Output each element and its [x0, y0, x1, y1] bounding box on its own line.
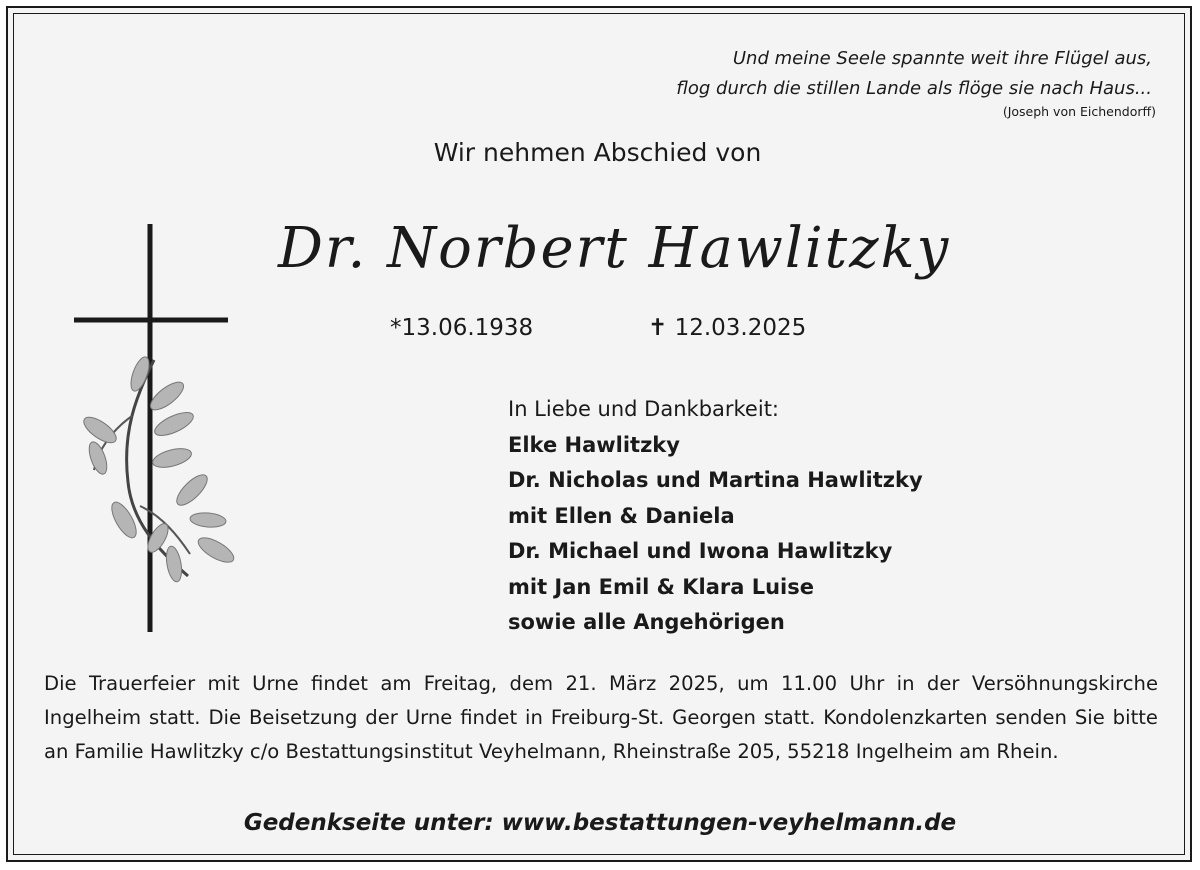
mourner-name: sowie alle Angehörigen [508, 610, 785, 634]
intro-label: Wir nehmen Abschied von [433, 138, 762, 167]
quote-line-2: flog durch die stillen Lande als flöge sie nach Haus... [676, 78, 1152, 99]
mourner-name: Dr. Michael und Iwona Hawlitzky [508, 539, 893, 563]
mourner-name: Dr. Nicholas und Martina Hawlitzky [508, 468, 923, 492]
mourners-list [508, 392, 923, 641]
quote-source: (Joseph von Eichendorff) [1002, 104, 1156, 119]
mourner-name: mit Ellen & Daniela [508, 503, 735, 528]
intro-text [0, 138, 1200, 167]
funeral-notice: Die Trauerfeier mit Urne findet am Freitag, dem 21. März 2025, um 11.00 Uhr in der Versöhnungskirche Ingelheim statt. Die Beisetzung der Urne findet in Freiburg-St. Georgen statt. Kondolenzkarten senden Sie bitte an Familie Hawlitzky c/o Bestattungsinstitut Veyhelmann, Rheinstraße 205, 55218 Ingelheim am Rhein. [44, 672, 1158, 763]
deceased-name: Dr. Norbert Hawlitzky [278, 216, 951, 281]
quote-line-1: Und meine Seele spannte weit ihre Flügel aus, [732, 48, 1152, 69]
mourner-name: Elke Hawlitzky [508, 432, 680, 457]
mourner-name: mit Jan Emil & Klara Luise [508, 574, 814, 599]
birth-date: *13.06.1938 [390, 315, 534, 341]
mourners-lead: In Liebe und Dankbarkeit: [508, 397, 780, 421]
cross-with-branch-icon [70, 220, 250, 635]
memorial-page-link[interactable]: Gedenkseite unter: www.bestattungen-veyhelmann.de [243, 810, 957, 836]
death-date: ✝ 12.03.2025 [648, 315, 807, 341]
quote [676, 44, 1152, 104]
